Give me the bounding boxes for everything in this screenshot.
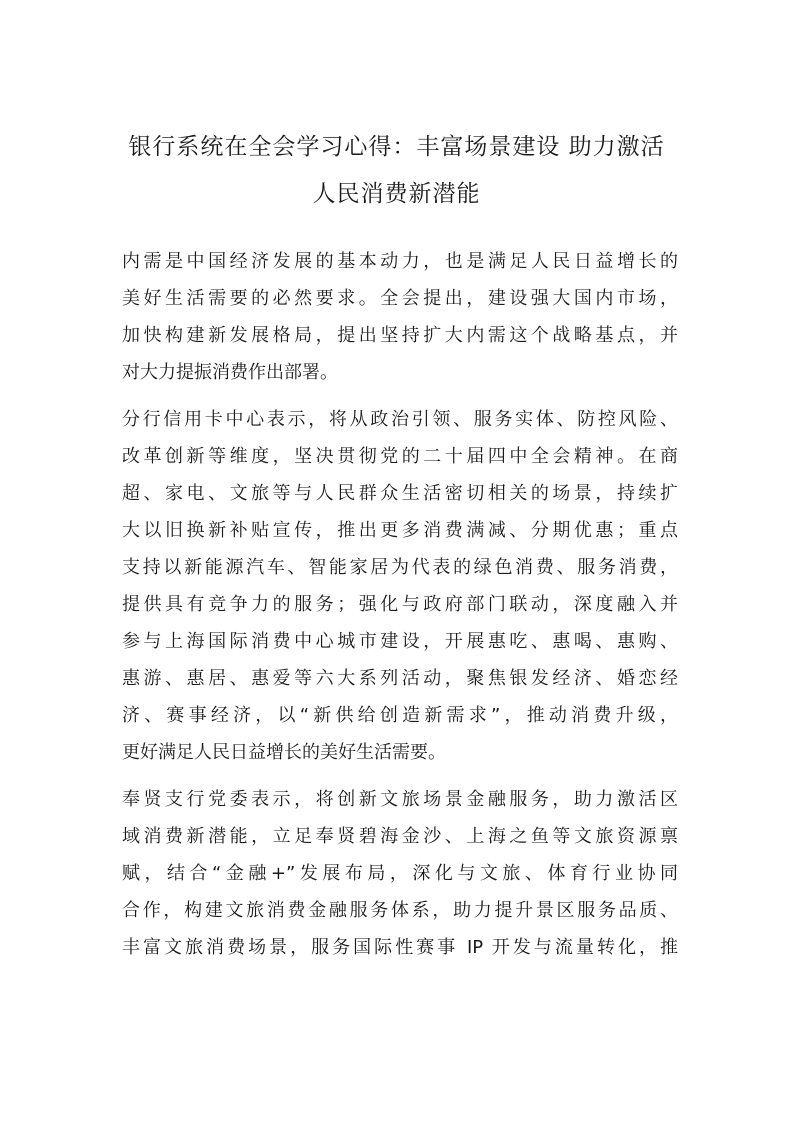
paragraph-line: 参与上海国际消费中心城市建设，开展惠吃、惠喝、惠购、 (122, 631, 678, 652)
paragraph-line: 合作，构建文旅消费金融服务体系，助力提升景区服务品质、 (122, 900, 678, 921)
paragraph-line: 域消费新潜能，立足奉贤碧海金沙、上海之鱼等文旅资源禀 (122, 826, 678, 847)
paragraph-2 (122, 401, 678, 771)
paragraph-1 (122, 243, 678, 391)
paragraph-line: 济、赛事经济，以“新供给创造新需求”，推动消费升级， (122, 705, 678, 726)
paragraph-line: 对大力提振消费作出部署。 (122, 362, 338, 383)
paragraph-line: 超、家电、文旅等与人民群众生活密切相关的场景，持续扩 (122, 483, 678, 504)
document-title-line-1: 银行系统在全会学习心得：丰富场景建设 助力激活 (128, 134, 665, 160)
paragraph-3 (122, 781, 678, 966)
paragraph-line: 分行信用卡中心表示，将从政治引领、服务实体、防控风险、 (122, 409, 678, 430)
paragraph-line: 惠游、惠居、惠爱等六大系列活动，聚焦银发经济、婚恋经 (122, 668, 678, 689)
paragraph-line: 提供具有竞争力的服务；强化与政府部门联动，深度融入并 (122, 594, 678, 615)
paragraph-line: 支持以新能源汽车、智能家居为代表的绿色消费、服务消费， (122, 557, 678, 578)
document-title-line-2: 人民消费新潜能 (312, 181, 481, 207)
document-body (122, 243, 678, 966)
paragraph-line: 加快构建新发展格局，提出坚持扩大内需这个战略基点，并 (122, 325, 678, 346)
paragraph-line: 更好满足人民日益增长的美好生活需要。 (122, 742, 446, 763)
paragraph-line: 改革创新等维度，坚决贯彻党的二十届四中全会精神。在商 (122, 446, 678, 467)
paragraph-line: 奉贤支行党委表示，将创新文旅场景金融服务，助力激活区 (122, 789, 678, 810)
paragraph-line: 丰富文旅消费场景，服务国际性赛事 IP 开发与流量转化，推 (122, 937, 678, 958)
paragraph-line: 美好生活需要的必然要求。全会提出，建设强大国内市场， (122, 288, 678, 309)
paragraph-line: 赋，结合“金融+”发展布局，深化与文旅、体育行业协同 (122, 863, 678, 884)
paragraph-line: 内需是中国经济发展的基本动力，也是满足人民日益增长的 (122, 251, 678, 272)
paragraph-line: 大以旧换新补贴宣传，推出更多消费满减、分期优惠；重点 (122, 520, 678, 541)
